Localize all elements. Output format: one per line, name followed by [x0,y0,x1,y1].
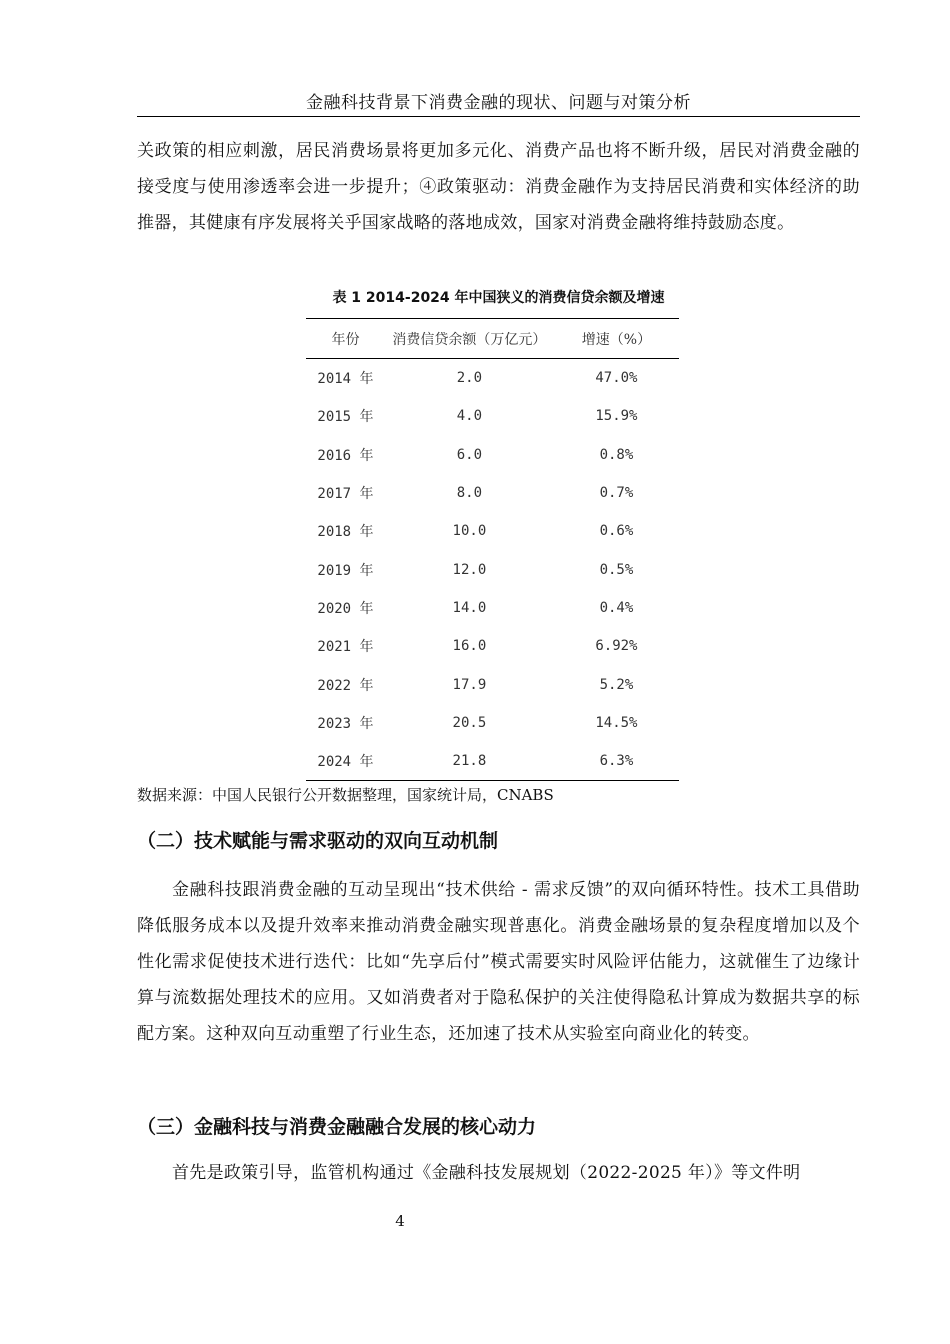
cell-balance: 14.0 [452,599,487,616]
page-header-rule [137,116,860,117]
cell-balance: 6.0 [456,446,483,463]
cell-year: 2016 年 [317,447,374,464]
table-row [306,550,679,588]
cell-growth: 0.6% [599,523,634,540]
table-header-row [306,319,679,359]
cell-growth: 0.5% [599,561,634,578]
table-row [306,589,679,627]
cell-year: 2022 年 [317,677,374,694]
section-three-paragraph: 首先是政策引导，监管机构通过《金融科技发展规划（2022-2025 年）》等文件明 [172,1163,801,1183]
cell-balance: 20.5 [452,714,487,731]
table-row [306,512,679,550]
table-source-note: 数据来源：中国人民银行公开数据整理，国家统计局，CNABS [137,786,554,804]
cell-growth: 47.0% [595,370,638,387]
cell-balance: 8.0 [456,485,483,502]
table-header-year: 年份 [306,319,385,359]
cell-balance: 10.0 [452,523,487,540]
table-row [306,704,679,742]
cell-growth: 15.9% [595,408,638,425]
cell-balance: 12.0 [452,561,487,578]
table-row [306,627,679,665]
cell-growth: 0.4% [599,599,634,616]
cell-growth: 14.5% [595,714,638,731]
table-row [306,397,679,435]
intro-paragraph: 关政策的相应刺激，居民消费场景将更加多元化、消费产品也将不断升级，居民对消费金融的接受度与使用渗透率会进一步提升；④政策驱动：消费金融作为支持居民消费和实体经济的助推器，其健康有序发展将关乎国家战略的落地成效，国家对消费金融将维持鼓励态度。 [137,141,860,233]
table-row [306,474,679,512]
table-header-growth: 增速（%） [554,319,679,359]
cell-growth: 6.92% [595,638,638,655]
cell-growth: 6.3% [554,742,679,781]
page-number: 4 [395,1212,405,1230]
cell-year: 2023 年 [317,715,374,732]
cell-growth: 0.8% [599,446,634,463]
cell-balance: 2.0 [456,370,483,387]
cell-balance: 17.9 [452,676,487,693]
cell-year: 2014 年 [317,371,374,388]
cell-year: 2024 年 [306,742,385,781]
table-row [306,665,679,703]
section-two-paragraph: 金融科技跟消费金融的互动呈现出“技术供给 - 需求反馈”的双向循环特性。技术工具借助降低服务成本以及提升效率来推动消费金融实现普惠化。消费金融场景的复杂程度增加以及个性化需求促使技术进行迭代：比如“先享后付”模式需要实时风险评估能力，这就催生了边缘计算与流数据处理技术的应用。又如消费者对于隐私保护的关注使得隐私计算成为数据共享的标配方案。这种双向互动重塑了行业生态，还加速了技术从实验室向商业化的转变。 [137,880,860,1044]
page-header-title: 金融科技背景下消费金融的现状、问题与对策分析 [306,93,691,113]
cell-year: 2015 年 [317,409,374,426]
cell-year: 2019 年 [317,562,374,579]
table-header-balance: 消费信贷余额（万亿元） [385,319,554,359]
section-three-heading: （三）金融科技与消费金融融合发展的核心动力 [137,1116,537,1138]
cell-growth: 0.7% [599,485,634,502]
cell-growth: 5.2% [599,676,634,693]
table-row [306,436,679,474]
cell-year: 2018 年 [317,524,374,541]
cell-year: 2021 年 [317,639,374,656]
cell-balance: 16.0 [452,638,487,655]
table-caption: 表 1 2014-2024 年中国狭义的消费信贷余额及增速 [332,290,665,306]
table-row [306,742,679,781]
cell-year: 2020 年 [317,600,374,617]
table-row [306,359,679,398]
cell-balance: 4.0 [456,408,483,425]
cell-balance: 21.8 [385,742,554,781]
section-two-heading: （二）技术赋能与需求驱动的双向互动机制 [137,830,499,852]
cell-year: 2017 年 [317,486,374,503]
consumer-credit-table [306,318,679,781]
